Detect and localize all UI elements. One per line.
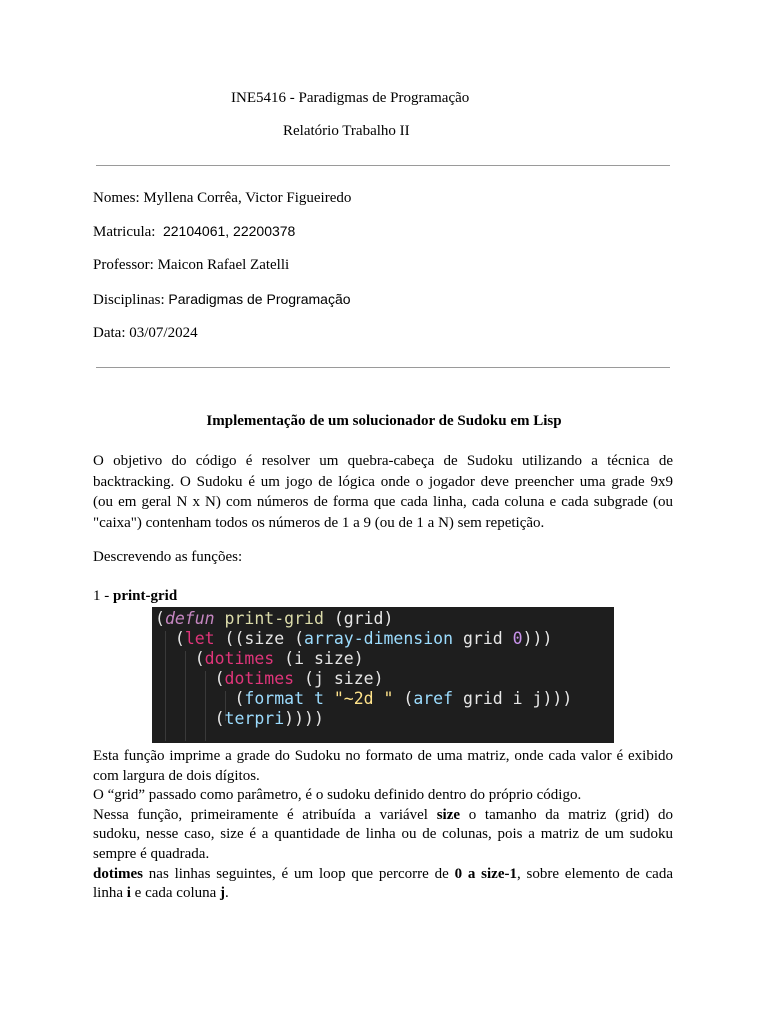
code-line: (defun print-grid (grid) [155,609,394,628]
code-line: (dotimes (i size) [155,649,364,668]
desc-line: Esta função imprime a grade do Sudoku no formato de uma matriz, onde cada valor é exibido [93,748,673,764]
course-title: INE5416 - Paradigmas de Programação [231,90,470,106]
function-name: print-grid [113,588,178,604]
code-line: (let ((size (array-dimension grid 0))) [155,629,553,648]
matricula-line [93,222,295,241]
desc-line: O “grid” passado como parâmetro, é o sudoku definido dentro do próprio código. [93,787,582,804]
desc-line: dotimes nas linhas seguintes, é um loop que percorre de 0 a size-1, sobre elemento de cada [93,865,673,882]
desc-line: Nessa função, primeiramente é atribuída a variável size o tamanho da matriz (grid) do [93,806,673,823]
code-line: (dotimes (j size) [155,669,384,688]
functions-heading: Descrevendo as funções: [93,549,243,565]
bottom-divider [96,367,670,368]
desc-line: sudoku, nesse caso, size é a quantidade de linha ou de colunas, pois a matriz de um sudoku [93,826,673,843]
intro-paragraph [93,451,673,534]
matricula-value: 22104061, 22200378 [162,223,296,239]
desc-line: sempre é quadrada. [93,845,210,862]
function-heading [93,587,177,605]
desc-line: com largura de dois dígitos. [93,767,260,784]
intro-line: backtracking. O Sudoku é um jogo de lógica onde o jogador deve preencher uma grade 9x9 [93,473,673,490]
function-number: 1 - [93,588,113,604]
intro-line: "caixa") contenham todos os números de 1 a 9 (ou de 1 a N) sem repetição. [93,515,545,532]
disciplinas-value: Paradigmas de Programação [168,291,351,307]
disciplinas-label: Disciplinas: [93,292,165,308]
date-line: Data: 03/07/2024 [93,325,198,341]
description-paragraph [93,747,673,904]
professor-line: Professor: Maicon Rafael Zatelli [93,257,290,273]
intro-line: O objetivo do código é resolver um quebra-cabeça de Sudoku utilizando a técnica de [93,453,673,469]
top-divider [96,165,670,166]
names-line: Nomes: Myllena Corrêa, Victor Figueiredo [93,190,352,206]
section-title: Implementação de um solucionador de Sudoku em Lisp [206,413,562,429]
code-line: (terpri)))) [155,709,324,728]
intro-line: (ou em geral N x N) com números de forma que cada linha, cada coluna e cada subgrade (ou [93,494,673,511]
matricula-label: Matricula: [93,224,156,240]
code-line: (format t "~2d " (aref grid i j))) [155,689,573,708]
report-title: Relatório Trabalho II [283,123,410,139]
code-block [152,607,614,743]
desc-line: linha i e cada coluna j. [93,885,229,902]
disciplinas-line [93,290,351,309]
